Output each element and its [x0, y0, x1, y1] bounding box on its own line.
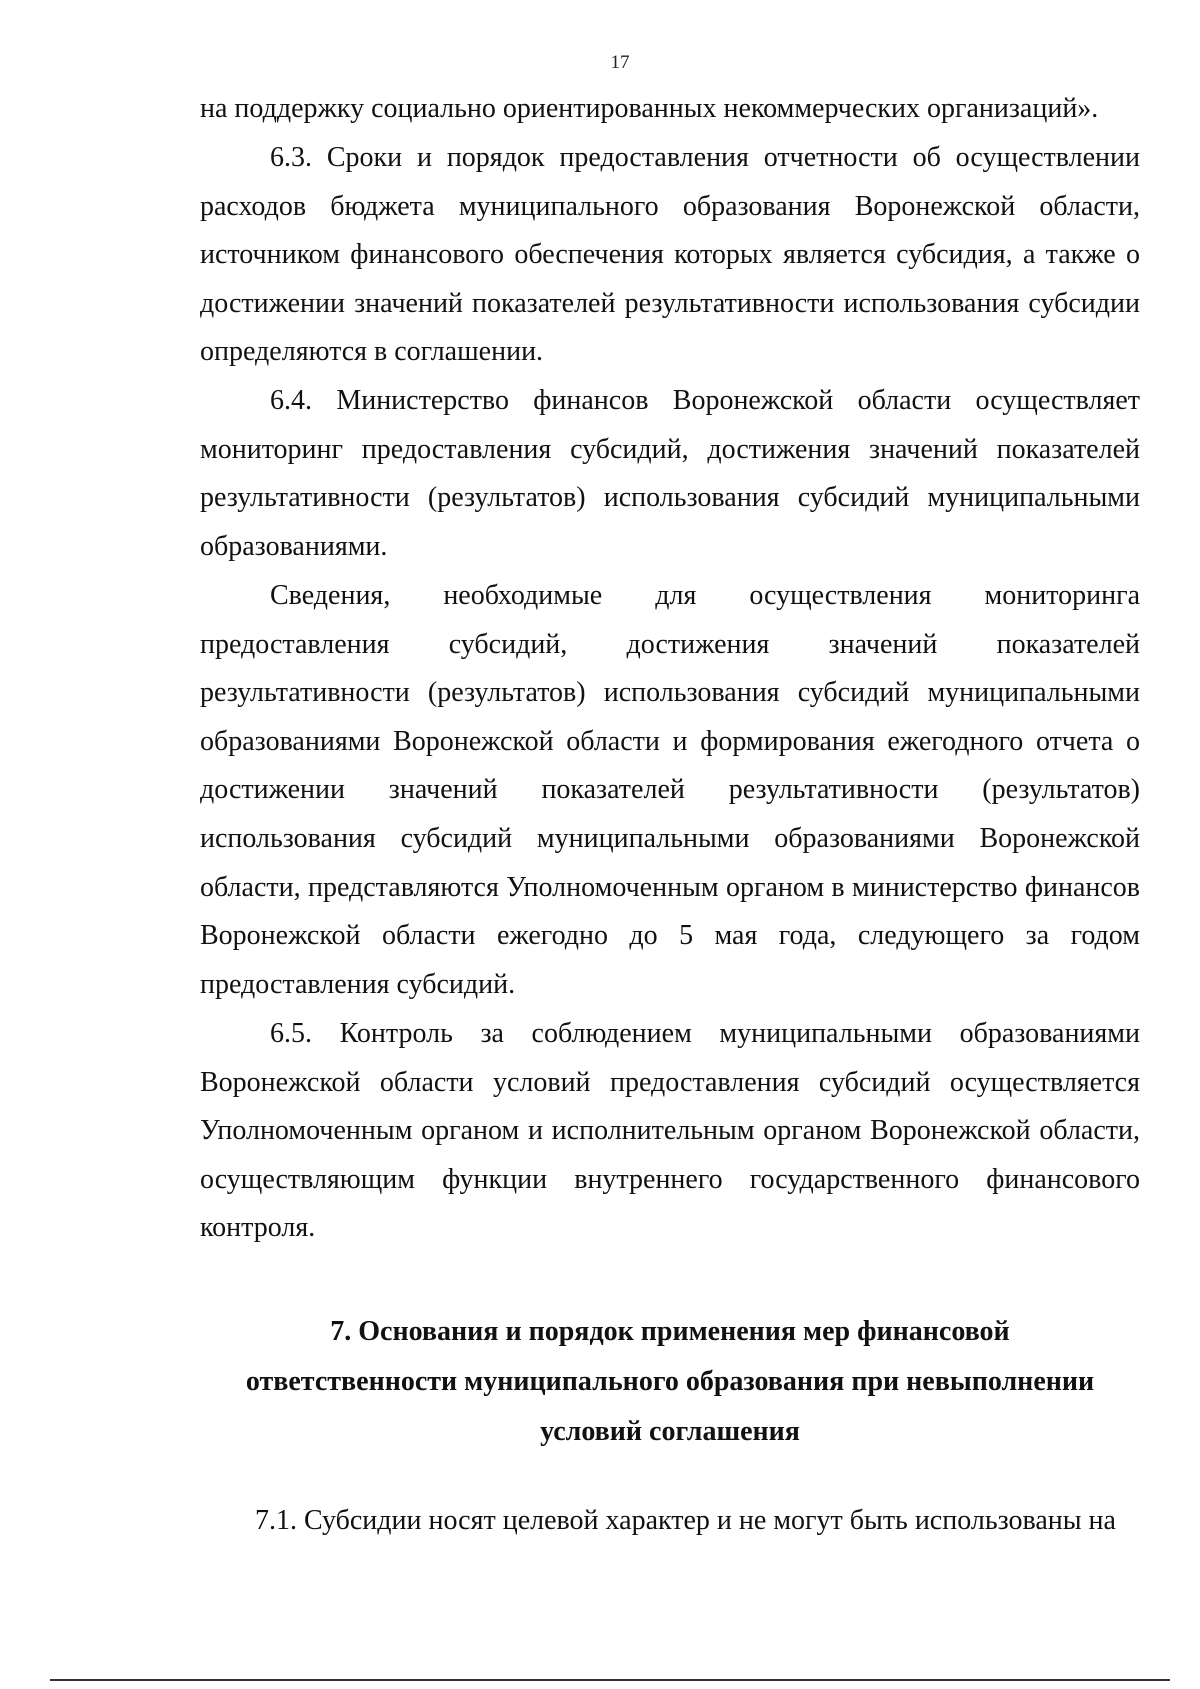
paragraph-6-4 — [200, 377, 1140, 571]
scan-edge-line — [50, 1679, 1170, 1681]
paragraph-7-1: 7.1. Субсидии носят целевой характер и не могут быть использованы на — [255, 1505, 1116, 1536]
paragraph-monitoring-info — [200, 572, 1140, 1009]
paragraph-6-5 — [200, 1010, 1140, 1253]
section-7-heading — [200, 1307, 1140, 1457]
paragraph-text: 6.5. Контроль за соблюдением муниципальными образованиями Воронежской области условий предоставления субсидий осуществляется Уполномоченным органом и исполнительным органом Воронежской области, осуществляющим функции внутреннего государственного финансового контроля. — [200, 1018, 1140, 1244]
paragraph-text: 6.3. Сроки и порядок предоставления отчетности об осуществлении расходов бюджета муниципального образования Воронежской области, источником финансового обеспечения которых является субсидия, а также о достижении значений показателей результативности использования субсидии определяются в соглашении. — [200, 142, 1140, 368]
heading-line-3: условий соглашения — [540, 1416, 800, 1447]
paragraph-text: Сведения, необходимые для осуществления мониторинга предоставления субсидий, достижения значений показателей результативности (результатов) использования субсидий муниципальными образованиями Воронежской области и формирования ежегодного отчета о достижении значений показателей результативности (результатов) использования субсидий муниципальными образованиями Воронежской области, представляются Уполномоченным органом в министерство финансов Воронежской области ежегодно до 5 мая года, следующего за годом предоставления субсидий. — [200, 580, 1140, 1000]
heading-line-2: ответственности муниципального образования при невыполнении — [245, 1366, 1095, 1397]
paragraph-text: на поддержку социально ориентированных некоммерческих организаций». — [200, 93, 1099, 124]
paragraph-text: 6.4. Министерство финансов Воронежской области осуществляет мониторинг предоставления субсидий, достижения значений показателей результативности (результатов) использования субсидий муниципальными образованиями. — [200, 385, 1140, 562]
page-number: 17 — [610, 52, 630, 73]
paragraph-6-3 — [200, 134, 1140, 377]
paragraph-continuation — [200, 85, 1140, 134]
heading-line-1: 7. Основания и порядок применения мер финансовой — [330, 1316, 1010, 1347]
